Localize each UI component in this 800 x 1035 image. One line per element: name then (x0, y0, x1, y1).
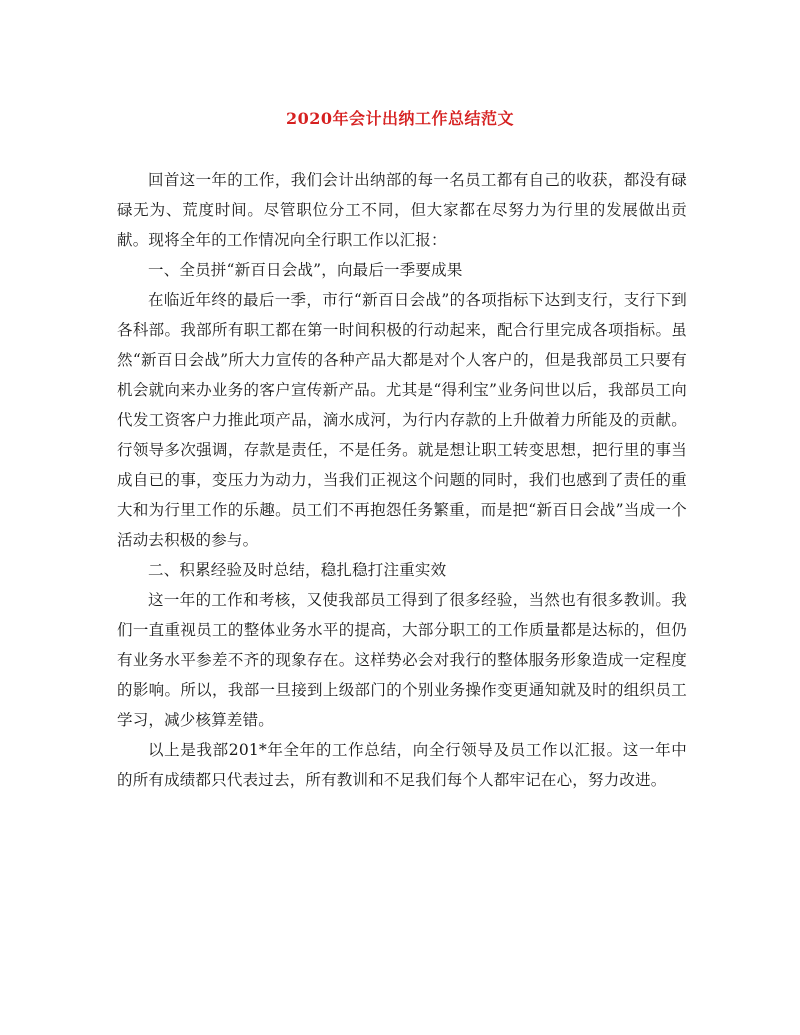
section-heading-1: 一、全员拼“新百日会战”，向最后一季要成果 (148, 261, 463, 279)
paragraph-section-1: 在临近年终的最后一季，市行“新百日会战”的各项指标下达到支行，支行下到各科部。我部所有职工都在第一时间积极的行动起来，配合行里完成各项指标。虽然“新百日会战”所大力宣传的各种产品大都是对个人客户的，但是我部员工只要有机会就向来办业务的客户宣传新产品。尤其是“得利宝”业务问世以后，我部员工向代发工资客户力推此项产品，滴水成河，为行内存款的上升做着力所能及的贡献。行领导多次强调，存款是责任，不是任务。就是想让职工转变思想，把行里的事当成自已的事，变压力为动力，当我们正视这个问题的同时，我们也感到了责任的重大和为行里工作的乐趣。员工们不再抱怨任务繁重，而是把“新百日会战”当成一个活动去积极的参与。 (117, 291, 687, 549)
paragraph-intro: 回首这一年的工作，我们会计出纳部的每一名员工都有自己的收获，都没有碌碌无为、荒度时间。尽管职位分工不同，但大家都在尽努力为行里的发展做出贡献。现将全年的工作情况向全行职工作以汇报： (117, 171, 687, 249)
paragraph-section-2: 这一年的工作和考核，又使我部员工得到了很多经验，当然也有很多教训。我们一直重视员工的整体业务水平的提高，大部分职工的工作质量都是达标的，但仍有业务水平参差不齐的现象存在。这样势必会对我行的整体服务形象造成一定程度的影响。所以，我部一旦接到上级部门的个别业务操作变更通知就及时的组织员工学习，减少核算差错。 (117, 591, 687, 729)
section-heading-2: 二、积累经验及时总结，稳扎稳打注重实效 (148, 561, 447, 579)
document-body (117, 165, 687, 795)
document-title: 2020年会计出纳工作总结范文 (285, 109, 515, 128)
paragraph-conclusion: 以上是我部201*年全年的工作总结，向全行领导及员工作以汇报。这一年中的所有成绩都只代表过去，所有教训和不足我们每个人都牢记在心，努力改进。 (117, 741, 687, 789)
